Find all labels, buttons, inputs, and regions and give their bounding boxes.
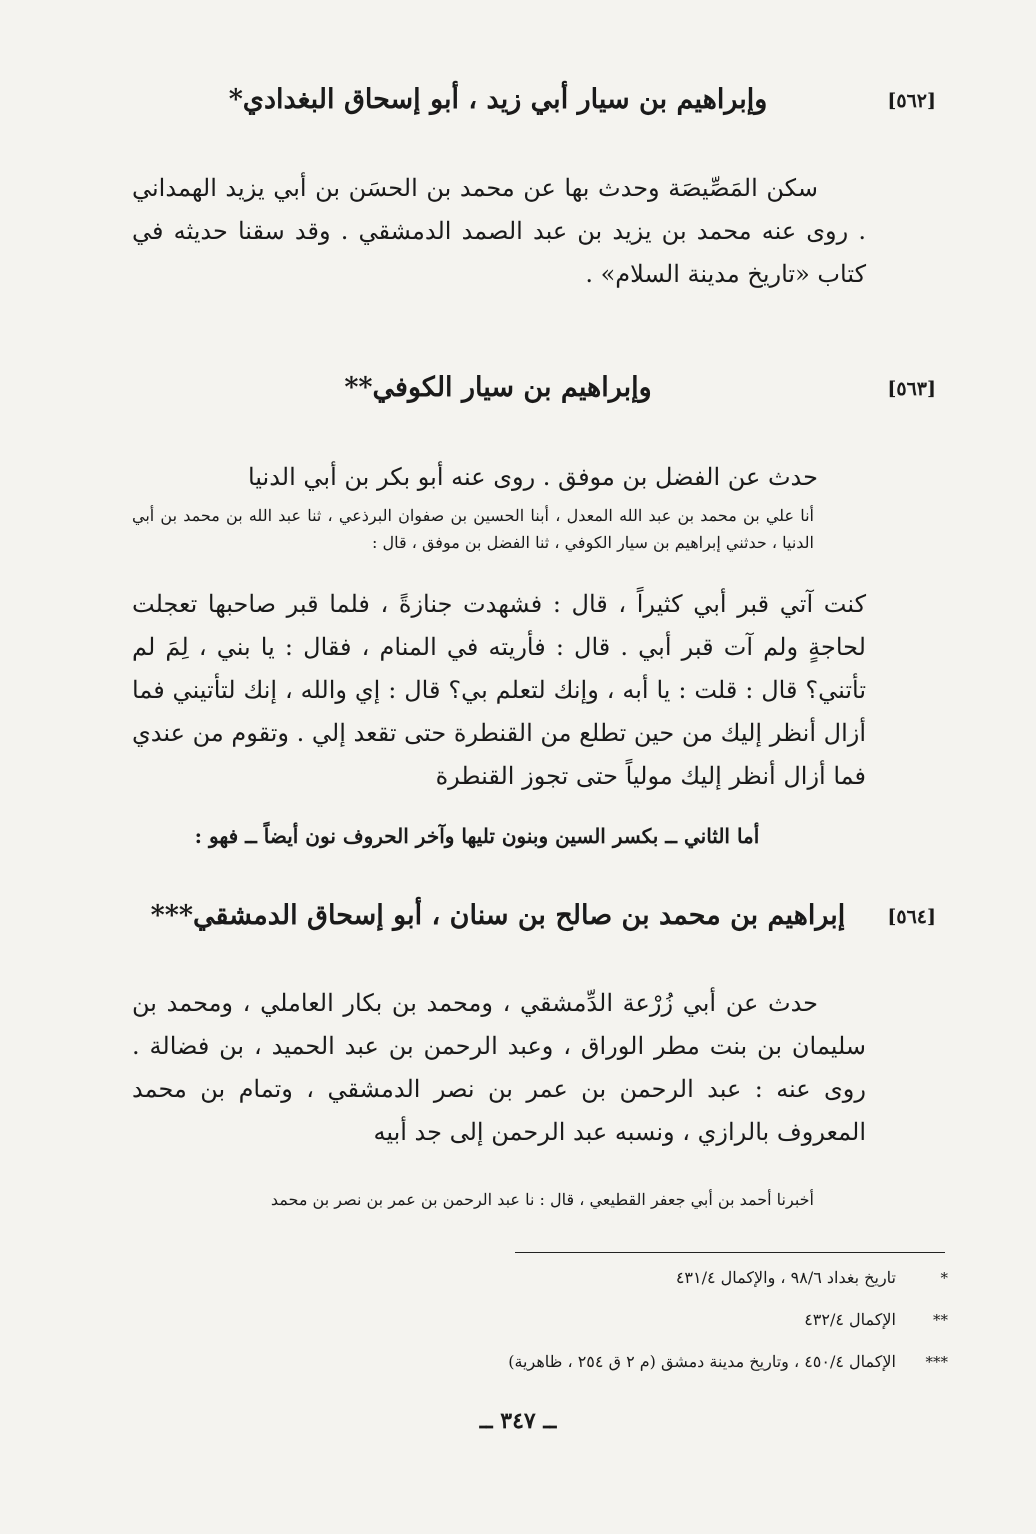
footnotes — [440, 1268, 948, 1394]
footnote-mark: *** — [925, 1353, 948, 1371]
footnote-text: تاريخ بغداد ٩٨/٦ ، والإكمال ٤٣١/٤ — [675, 1268, 896, 1287]
entry-title: إبراهيم بن محمد بن صالح بن سنان ، أبو إسحاق الدمشقي*** — [150, 900, 846, 931]
entry-title: وإبراهيم بن سيار الكوفي** — [344, 372, 652, 403]
page-number: ــ ٣٤٧ ــ — [479, 1408, 557, 1434]
entry-header — [120, 372, 936, 420]
footnote-mark: * — [940, 1269, 948, 1287]
footnote-mark: ** — [933, 1311, 948, 1329]
entry-header — [120, 84, 936, 132]
footnote-separator — [515, 1252, 945, 1253]
entry-text: حدث عن أبي زُرْعة الدِّمشقي ، ومحمد بن بكار العاملي ، ومحمد بن سليمان بن بنت مطر الوراق ، وعبد الرحمن بن عبد الحميد ، بن فضالة . روى عنه : عبد الرحمن بن عمر بن نصر الدمشقي ، وتمام بن محمد المعروف بالرازي ، ونسبه عبد الرحمن إلى جد أبيه — [132, 989, 866, 1146]
isnad-chain: أنا علي بن محمد بن عبد الله المعدل ، أبنا الحسين بن صفوان البرذعي ، ثنا عبد الله بن محمد بن أبي الدنيا ، حدثني إبراهيم بن سيار الكوفي ، ثنا الفضل بن موفق ، قال : — [132, 506, 815, 552]
entry-number: [٥٦٣] — [887, 378, 936, 400]
entry-header — [120, 900, 936, 948]
entry-text: سكن المَصِّيصَة وحدث بها عن محمد بن الحسَن بن أبي يزيد الهمداني . روى عنه محمد بن يزيد بن عبد الصمد الدمشقي . وقد سقنا حديثه في كتاب «تاريخ مدينة السلام» . — [132, 174, 867, 288]
entry-title: وإبراهيم بن سيار أبي زيد ، أبو إسحاق البغدادي* — [228, 84, 768, 115]
footnote — [440, 1310, 948, 1352]
isnad-chain: أخبرنا أحمد بن أبي جعفر القطيعي ، قال : نا عبد الرحمن بن عمر بن نصر بن محمد — [270, 1190, 814, 1209]
footnote-text: الإكمال ٤٥٠/٤ ، وتاريخ مدينة دمشق (م ٢ ق ٢٥٤ ، ظاهرية) — [508, 1352, 896, 1371]
narration-text: كنت آتي قبر أبي كثيراً ، قال : فشهدت جنازةً ، فلما قبر صاحبها تعجلت لحاجةٍ ولم آت قبر أبي . قال : فأريته في المنام ، فقال : يا بني ، لِمَ لم تأتني؟ قال : قلت : يا أبه ، وإنك لتعلم بي؟ قال : إي والله ، إنك لتأتيني فما أزال أنظر إليك من حين تطلع من القنطرة حتى تقعد إلي . وتقوم من عندي فما أزال أنظر إليك مولياً حتى تجوز القنطرة — [132, 590, 866, 790]
entry-number: [٥٦٢] — [887, 90, 936, 112]
footnote — [440, 1268, 948, 1310]
section-note: أما الثاني ــ بكسر السين وبنون تليها وآخر الحروف نون أيضاً ــ فهو : — [194, 824, 760, 848]
entry-number: [٥٦٤] — [887, 906, 936, 928]
footnote — [440, 1352, 948, 1394]
entry-text: حدث عن الفضل بن موفق . روى عنه أبو بكر بن أبي الدنيا — [247, 463, 818, 491]
footnote-text: الإكمال ٤٣٢/٤ — [804, 1310, 896, 1329]
